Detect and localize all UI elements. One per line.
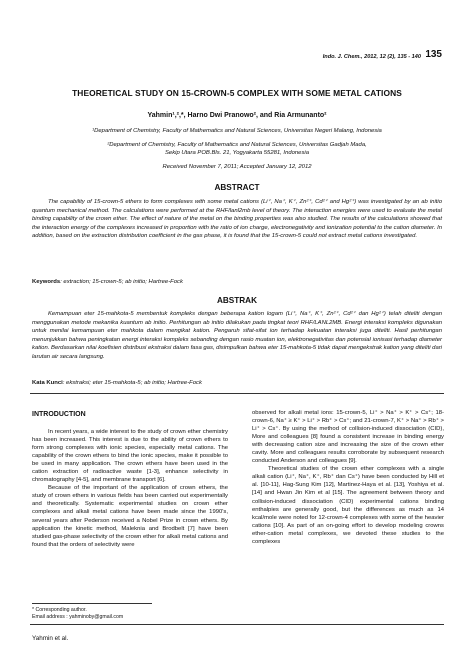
author-list: Yahmin¹,²,*, Harno Dwi Pranowo², and Ria Armunanto² [147,112,327,119]
abstrak-heading: ABSTRAK [216,296,258,305]
intro-paragraph-3: observed for alkali metal ions: 15-crown-5, Li⁺ > Na⁺ > K⁺ > Cs⁺; 18-crown-6, Na⁺ ≥ K⁺ > Li⁺ > Rb⁺ > Cs⁺; and 21-crown-7, K⁺ > Na⁺ > Rb⁺ > Li⁺ > Cs⁺. By using the method of collision-induced dissociation (CID), More and colleagues [8] found a consistent increase in binding energy with decreasing cation size and increasing the size of the crown ether cavity. More and colleagues results corroborate by subsequent research conducted Anderson and colleagues [9]. [252,410,444,465]
footnote-rule [32,603,152,604]
kata-kunci-label: Kata Kunci [32,380,63,386]
footer-rule [30,624,444,625]
affiliation-1: ¹Department of Chemistry, Faculty of Mathematics and Natural Sciences, Universitas Negeri Malang, Indonesia [92,128,382,134]
kata-kunci [32,380,442,386]
journal-citation: Indo. J. Chem., 2012, 12 (2), 135 - 140 [322,54,421,60]
affiliation-2 [30,141,444,157]
intro-paragraph-4: Theoretical studies of the crown ether complexes with a single alkali cation (Li⁺, Na⁺, K⁺, Rb⁺ dan Cs⁺) have been conducted by Hill et al. [10-11], Hag-Sung Kim [12], Martinez-Haya et al. [13], Yoshiya et al. [14] and Hwan Jin Kim et al [15]. The agreement between theory and collision-induced dissociation (CID) experimental cations binding enthalpies are generally good, but the differences as much as 14 kcal/mole were noted for 12-crown-4 complexes with some of the heavier cations [10]. As part of an on-going effort to develop modeling crowns ether-cation metal complexes, we devoted these studies to the complexes [252,466,444,545]
section-divider [30,393,444,394]
intro-paragraph-2: Because of the important of the application of crown ethers, the study of crown ethers in various fields has been carried out experimentally and theoretically. Systematic experimental studies on crown ether complexes and alkali metal cations have been made since the 1990's, several years after Pederson received a Nobel Prize in crown ethers. By application the kinetic method, Maleknia and Brodbelt [7] have been studied gas-phase selectivity of the crown ether for alkali metal cations and found that the orders of selectivity were [32,485,228,548]
keywords-label: Keywords [32,279,61,285]
intro-left-column [32,428,228,549]
keywords [32,279,442,285]
intro-right-column [252,409,444,546]
abstrak-text: Kemampuan eter 15-mahkota-5 membentuk kompleks dengan beberapa kation logam (Li⁺, Na⁺, K⁺, Zn²⁺, Cd²⁺ dan Hg²⁺) telah diteliti dengan menggunakan metode mekanika kuantum ab initio. Perhitungan ab initio dilakukan pada tingkat teori RHF/LANL2MB. Energi interaksi kompleks digunakan untuk menilai kemampuan eter mahkota dalam mengikat kation. Pengaruh sifat-sifat ion terhadap kekuatan interaksi juga diteliti. Hasil perhitungan menunjukkan bahwa peningkatan energi interaksi kompleks sebanding dengan rasio muatan ion, elektronegativitas dan potensial ionisasi terhadap diameter kation. Berdasarkan nilai koefisien distribusi ekstraksi dalam fasa gas, disimpulkan bahwa eter 15-mahkota-5 tidak dapat mengekstrak kation yang diteliti dari larutan air secara langsung. [32,311,442,360]
received-dates: Received November 7, 2011; Accepted January 12, 2012 [162,164,312,170]
affiliation-2-line2: Sekip Utara POB.Bls. 21, Yogyakarta 55281, Indonesia [165,150,309,156]
introduction-heading: INTRODUCTION [32,411,86,418]
abstract-heading: ABSTRACT [214,183,260,192]
paper-title: THEORETICAL STUDY ON 15-CROWN-5 COMPLEX WITH SOME METAL CATIONS [72,88,402,98]
kata-kunci-text: : ekstraksi; eter 15-mahkota-5; ab initio; Hartree-Fock [62,380,202,386]
abstract-text: The capability of 15-crown-5 ethers to form complexes with some metal cations (Li⁺, Na⁺, K⁺, Zn²⁺, Cd²⁺ and Hg²⁺) was investigated by an ab initio quantum mechanical method. The calculations were performed at the RHF/lanl2mb level of theory. The interaction energies were used to evaluate the metal binding capability of the crown ether. The effect of nature of the metal on the binding properties was also studied. The results of the calculations showed that the interaction energy of the complexes increased in proportion with the ratio of ion charge, electronegativity and ionization potential to the cation diameter. In addition, based on the extraction distribution coefficient in the gas phase, it is found that the 15-crown-5 could not extract metal cations investigated. [32,199,442,240]
keywords-text: : extraction; 15-crown-5; ab initio; Hartree-Fock [60,279,183,285]
corresponding-author-note: * Corresponding author. [32,607,87,613]
email-address: Email address : yahminoby@gmail.com [32,614,124,620]
page-number: 135 [425,49,442,60]
intro-paragraph-1: In recent years, a wide interest to the study of crown ether chemistry has been increased. This interest is due to the ability of crown ethers to form strong complexes with ionic species, especially metal cations. The capability of the crown ethers to bind the ionic species, make it possible to be used in many application. The crown ethers have been used in the cation extraction of radioactive waste [1-3], enhance selectivity in chromatography [4-5], and membrane transport [6]. [32,429,228,484]
running-footer: Yahmin et al. [32,635,69,642]
affiliation-2-line1: ²Department of Chemistry, Faculty of Mathematics and Natural Sciences, Universitas Gadjah Mada, [107,142,367,148]
